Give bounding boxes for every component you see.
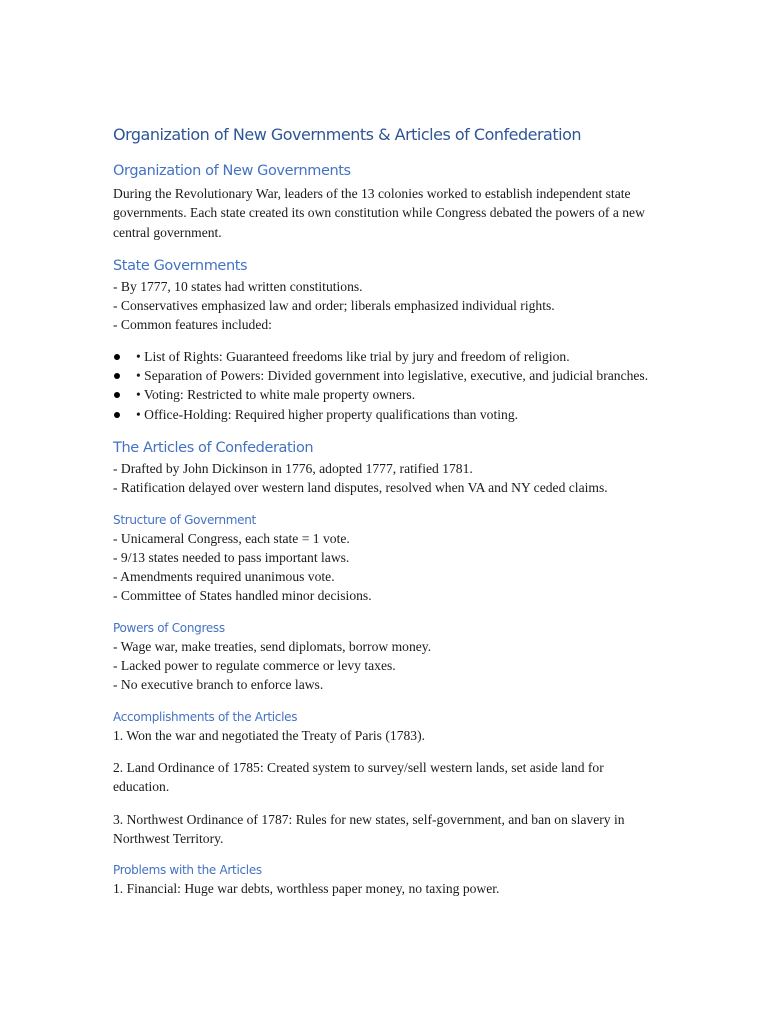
accomplishment-paragraph: 2. Land Ordinance of 1785: Created system to survey/sell western lands, set aside land for education. <box>113 759 604 795</box>
state-gov-line: - By 1777, 10 states had written constitutions. <box>113 278 363 294</box>
section-heading-state-governments: State Governments <box>113 257 248 274</box>
list-item-text: • Separation of Powers: Divided government into legislative, executive, and judicial branches. <box>136 368 649 384</box>
articles-line: - Ratification delayed over western land disputes, resolved when VA and NY ceded claims. <box>113 480 608 496</box>
articles-line: - Drafted by John Dickinson in 1776, adopted 1777, ratified 1781. <box>113 460 473 476</box>
list-item <box>113 366 658 385</box>
list-item-text: • Office-Holding: Required higher property qualifications than voting. <box>136 406 519 422</box>
state-gov-line: - Conservatives emphasized law and order; liberals emphasized individual rights. <box>113 298 555 314</box>
bullet-icon <box>114 392 120 398</box>
common-features-list <box>113 347 658 424</box>
document-page <box>113 124 658 898</box>
bullet-icon <box>114 412 120 418</box>
powers-line: - No executive branch to enforce laws. <box>113 677 324 693</box>
powers-line: - Lacked power to regulate commerce or levy taxes. <box>113 658 396 674</box>
list-item <box>113 385 658 404</box>
structure-line: - 9/13 states needed to pass important laws. <box>113 549 350 565</box>
list-item-text: • List of Rights: Guaranteed freedoms like trial by jury and freedom of religion. <box>136 348 570 364</box>
structure-line: - Committee of States handled minor decisions. <box>113 588 372 604</box>
state-gov-line: - Common features included: <box>113 317 272 333</box>
section-heading-organization: Organization of New Governments <box>113 163 351 179</box>
document-title: Organization of New Governments & Articles of Confederation <box>113 125 581 144</box>
list-item-text: • Voting: Restricted to white male property owners. <box>136 387 416 403</box>
subsection-heading-problems: Problems with the Articles <box>113 863 262 878</box>
list-item <box>113 347 658 366</box>
subsection-heading-accomplishments: Accomplishments of the Articles <box>113 709 298 724</box>
subsection-heading-powers: Powers of Congress <box>113 620 225 635</box>
structure-line: - Unicameral Congress, each state = 1 vote. <box>113 530 350 546</box>
section-heading-articles: The Articles of Confederation <box>113 439 314 456</box>
bullet-icon <box>114 373 120 379</box>
structure-line: - Amendments required unanimous vote. <box>113 569 335 585</box>
accomplishment-paragraph: 1. Won the war and negotiated the Treaty of Paris (1783). <box>113 727 426 743</box>
organization-paragraph: During the Revolutionary War, leaders of the 13 colonies worked to establish independent state governments. Each state created its own constitution while Congress debated the powers of a new central government. <box>113 186 645 240</box>
subsection-heading-structure: Structure of Government <box>113 512 256 527</box>
accomplishment-paragraph: 3. Northwest Ordinance of 1787: Rules for new states, self-government, and ban on slavery in Northwest Territory. <box>113 811 625 846</box>
list-item <box>113 405 658 424</box>
bullet-icon <box>114 354 120 360</box>
powers-line: - Wage war, make treaties, send diplomats, borrow money. <box>113 638 432 654</box>
problem-paragraph: 1. Financial: Huge war debts, worthless paper money, no taxing power. <box>113 881 500 897</box>
